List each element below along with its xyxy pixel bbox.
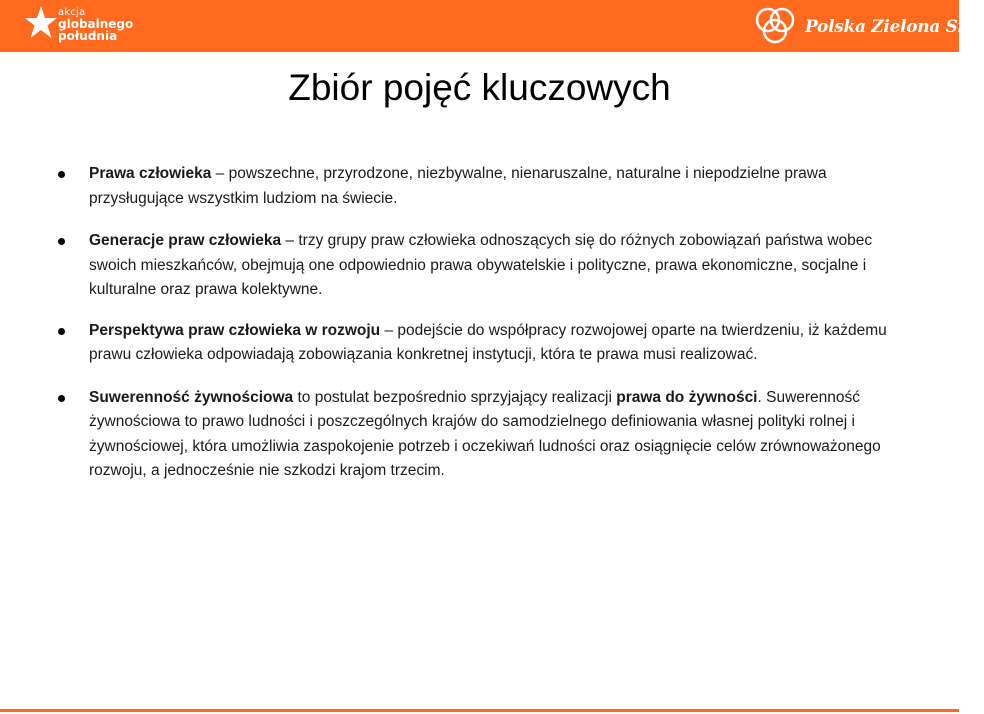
item-text-2: . Suwerenność żywnościowa to prawo ludności i poszczególnych krajów do samodzielnego definiowania własnej polityki rolnej i żywnościowej, która umożliwia zaspokojenie potrzeb i oczekiwań ludności oraz osiągnięcie celów zrównoważonego rozwoju, a jednocześnie nie szkodzi krajom trzecim. — [89, 388, 881, 479]
bullet-icon — [58, 395, 65, 402]
bullet-icon — [58, 171, 65, 178]
akcja-globalnego-poludnia-logo[interactable] — [24, 5, 144, 47]
item-term: Perspektywa praw człowieka w rozwoju — [89, 321, 381, 339]
list-item — [89, 162, 889, 211]
logo-line-2: globalnego — [58, 17, 134, 31]
key-concepts-list — [89, 162, 889, 484]
item-term-2: prawa do żywności — [616, 388, 758, 406]
list-item — [89, 319, 889, 368]
item-term: Prawa człowieka — [89, 165, 212, 182]
item-term: Suwerenność żywnościowa — [89, 388, 294, 406]
list-item — [89, 386, 889, 484]
footer-line — [0, 709, 959, 712]
brand-name: Polska Zielona Sieć — [805, 17, 984, 37]
item-text: – podejście do współpracy rozwojowej oparte na twierdzeniu, iż każdemu prawu człowieka odpowiadają zobowiązania konkretnej instytucji, która te prawa musi realizować. — [89, 321, 887, 363]
item-term: Generacje praw człowieka — [89, 232, 282, 249]
polska-zielona-siec-logo[interactable] — [751, 4, 984, 48]
rings-icon — [751, 4, 801, 48]
slide-title: Zbiór pojęć kluczowych — [288, 67, 671, 108]
logo-line-3: południa — [58, 29, 118, 43]
star-icon — [24, 5, 58, 41]
bullet-icon — [58, 328, 65, 335]
header-bar — [0, 0, 984, 52]
item-text: to postulat bezpośrednio sprzyjający realizacji — [293, 388, 617, 406]
bullet-icon — [58, 238, 65, 245]
logo-line-1: akcja — [58, 7, 86, 18]
item-text: – trzy grupy praw człowieka odnoszących się do różnych zobowiązań państwa wobec swoich mieszkańców, obejmują one odpowiednio prawa obywatelskie i polityczne, prawa ekonomiczne, socjalne i kulturalne oraz prawa kolektywne. — [89, 232, 873, 298]
item-text: – powszechne, przyrodzone, niezbywalne, nienaruszalne, naturalne i niepodzielne prawa przysługujące wszystkim ludziom na świecie. — [89, 165, 827, 207]
list-item — [89, 229, 889, 303]
